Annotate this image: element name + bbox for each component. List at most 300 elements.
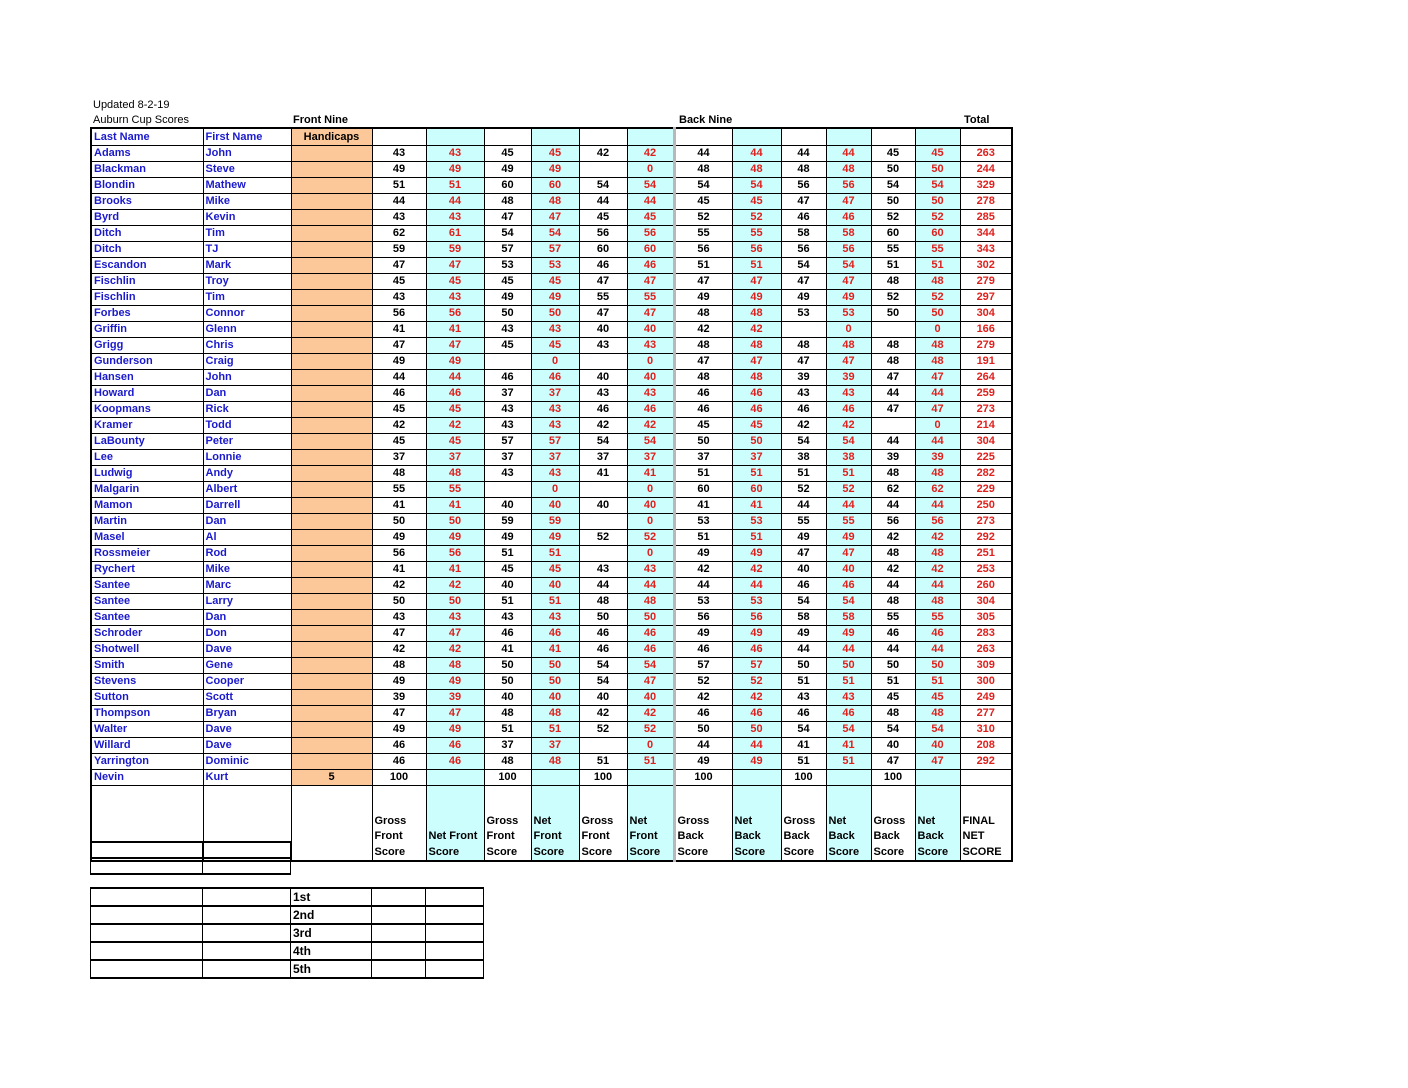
net-score-cell: 46 <box>627 642 674 658</box>
net-score-cell: 42 <box>627 706 674 722</box>
net-score-cell: 43 <box>627 338 674 354</box>
net-score-cell: 49 <box>426 530 484 546</box>
gross-score-cell: 50 <box>871 162 915 178</box>
first-name-cell: Steve <box>203 162 291 178</box>
net-score-cell: 58 <box>826 226 871 242</box>
gross-score-cell: 48 <box>674 338 732 354</box>
gross-score-cell: 45 <box>674 194 732 210</box>
placings-table <box>90 887 484 979</box>
table-row <box>91 626 1012 642</box>
net-score-cell: 60 <box>915 226 960 242</box>
handicap-cell <box>291 322 372 338</box>
table-row <box>91 562 1012 578</box>
table-row <box>91 498 1012 514</box>
place-row <box>91 888 484 906</box>
net-score-cell: 50 <box>627 610 674 626</box>
gross-score-cell: 46 <box>781 578 826 594</box>
gross-score-cell <box>484 482 531 498</box>
net-score-cell: 48 <box>732 162 781 178</box>
gross-score-cell: 49 <box>484 530 531 546</box>
net-score-cell: 43 <box>826 386 871 402</box>
last-name-cell: Yarrington <box>91 754 203 770</box>
gross-score-cell: 51 <box>674 466 732 482</box>
gross-score-cell: 46 <box>372 738 426 754</box>
sheet-title: Auburn Cup Scores <box>93 114 189 126</box>
gross-score-cell: 48 <box>781 338 826 354</box>
net-score-cell: 49 <box>426 354 484 370</box>
gross-score-cell: 42 <box>871 562 915 578</box>
net-score-cell: 41 <box>732 498 781 514</box>
net-score-cell: 40 <box>826 562 871 578</box>
scores-table <box>90 127 1013 862</box>
net-score-cell: 57 <box>531 434 579 450</box>
first-name-cell: Dave <box>203 722 291 738</box>
last-name-cell: Rossmeier <box>91 546 203 562</box>
handicap-cell <box>291 226 372 242</box>
net-score-cell: 53 <box>732 594 781 610</box>
last-name-cell: Willard <box>91 738 203 754</box>
gross-score-cell: 46 <box>579 626 627 642</box>
gross-score-cell: 62 <box>372 226 426 242</box>
gross-score-cell: 45 <box>579 210 627 226</box>
gross-score-cell: 51 <box>579 754 627 770</box>
net-score-cell: 42 <box>627 146 674 162</box>
net-score-cell: 48 <box>915 546 960 562</box>
net-score-cell: 44 <box>915 642 960 658</box>
table-row <box>91 706 1012 722</box>
net-score-cell: 43 <box>627 386 674 402</box>
net-score-cell: 41 <box>426 562 484 578</box>
last-name-cell: Sutton <box>91 690 203 706</box>
gross-score-cell: 46 <box>781 210 826 226</box>
last-name-cell: LaBounty <box>91 434 203 450</box>
place-label: 2nd <box>291 906 372 924</box>
gross-score-cell: 52 <box>674 210 732 226</box>
last-name-cell: Gunderson <box>91 354 203 370</box>
net-score-cell: 50 <box>531 306 579 322</box>
first-name-cell: Rod <box>203 546 291 562</box>
gross-score-cell: 46 <box>871 626 915 642</box>
gross-score-cell: 49 <box>372 722 426 738</box>
table-row <box>91 738 1012 754</box>
net-score-cell: 49 <box>826 626 871 642</box>
gross-score-cell: 50 <box>372 514 426 530</box>
table-row <box>91 386 1012 402</box>
blank-cell <box>91 858 203 874</box>
gross-score-cell: 43 <box>484 402 531 418</box>
net-score-cell: 37 <box>732 450 781 466</box>
final-net-score-cell: 304 <box>960 306 1012 322</box>
gross-score-cell: 45 <box>484 146 531 162</box>
gross-score-cell: 43 <box>484 610 531 626</box>
net-score-cell: 51 <box>426 178 484 194</box>
net-score-cell: 55 <box>915 242 960 258</box>
table-row <box>91 306 1012 322</box>
net-score-cell: 43 <box>426 290 484 306</box>
blank-cell <box>91 888 203 906</box>
last-name-cell: Ditch <box>91 242 203 258</box>
handicap-cell <box>291 578 372 594</box>
net-score-cell: 47 <box>915 754 960 770</box>
gross-score-cell: 43 <box>372 290 426 306</box>
net-score-cell: 47 <box>426 338 484 354</box>
net-score-cell: 42 <box>732 562 781 578</box>
gross-score-cell: 58 <box>781 610 826 626</box>
blank-cell <box>203 888 291 906</box>
first-name-cell: Rick <box>203 402 291 418</box>
blank-row <box>91 842 291 858</box>
handicap-cell <box>291 482 372 498</box>
final-net-score-cell: 309 <box>960 658 1012 674</box>
table-row <box>91 274 1012 290</box>
footer-label: Gross Front Score <box>372 786 426 862</box>
first-name-cell: Lonnie <box>203 450 291 466</box>
table-row <box>91 194 1012 210</box>
gross-score-cell: 50 <box>871 306 915 322</box>
gross-score-cell: 52 <box>674 674 732 690</box>
gross-score-cell: 49 <box>674 754 732 770</box>
net-score-cell: 54 <box>826 722 871 738</box>
gross-score-cell: 52 <box>871 210 915 226</box>
last-name-cell: Masel <box>91 530 203 546</box>
gross-score-cell: 45 <box>484 338 531 354</box>
gross-score-cell: 41 <box>484 642 531 658</box>
gross-score-cell: 41 <box>372 498 426 514</box>
net-score-cell: 43 <box>531 466 579 482</box>
footer-label: Gross Back Score <box>871 786 915 862</box>
net-score-cell: 47 <box>826 274 871 290</box>
net-score-cell: 47 <box>426 258 484 274</box>
net-score-cell: 50 <box>915 194 960 210</box>
gross-score-cell: 55 <box>674 226 732 242</box>
net-score-cell: 60 <box>732 482 781 498</box>
first-name-cell: Dan <box>203 514 291 530</box>
table-row <box>91 226 1012 242</box>
gross-score-cell: 43 <box>579 386 627 402</box>
gross-score-cell: 46 <box>579 402 627 418</box>
gross-score-cell: 60 <box>674 482 732 498</box>
blank-cell <box>203 842 291 858</box>
gross-score-cell: 45 <box>871 146 915 162</box>
last-name-cell: Blackman <box>91 162 203 178</box>
gross-score-cell: 42 <box>674 322 732 338</box>
gross-score-cell: 44 <box>871 386 915 402</box>
net-score-cell: 43 <box>531 610 579 626</box>
gross-score-cell: 39 <box>871 450 915 466</box>
last-name-cell: Fischlin <box>91 290 203 306</box>
gross-score-cell: 48 <box>372 658 426 674</box>
table-row <box>91 578 1012 594</box>
net-score-cell: 44 <box>426 194 484 210</box>
gross-score-cell: 46 <box>781 706 826 722</box>
net-score-cell: 45 <box>531 274 579 290</box>
place-label: 4th <box>291 942 372 960</box>
gross-score-cell: 42 <box>579 418 627 434</box>
gross-score-cell: 49 <box>484 162 531 178</box>
net-score-cell: 48 <box>627 594 674 610</box>
gross-score-cell: 47 <box>871 402 915 418</box>
gross-score-cell: 49 <box>674 546 732 562</box>
final-net-score-cell: 310 <box>960 722 1012 738</box>
table-row <box>91 690 1012 706</box>
blank-cell <box>203 924 291 942</box>
final-net-score-cell: 263 <box>960 642 1012 658</box>
gross-score-cell: 47 <box>781 354 826 370</box>
gross-score-cell: 54 <box>484 226 531 242</box>
gross-score-cell: 51 <box>484 546 531 562</box>
net-score-cell: 56 <box>627 226 674 242</box>
gross-score-cell: 37 <box>579 450 627 466</box>
final-net-score-cell: 279 <box>960 338 1012 354</box>
net-score-cell: 54 <box>627 434 674 450</box>
net-score-cell: 47 <box>732 274 781 290</box>
last-name-cell: Schroder <box>91 626 203 642</box>
last-name-cell: Smith <box>91 658 203 674</box>
net-score-cell: 52 <box>732 674 781 690</box>
gross-score-cell: 39 <box>781 370 826 386</box>
gross-score-cell: 42 <box>579 146 627 162</box>
first-name-cell: Gene <box>203 658 291 674</box>
gross-score-cell: 48 <box>579 594 627 610</box>
first-name-header: First Name <box>203 128 291 146</box>
gross-score-cell: 41 <box>372 562 426 578</box>
handicap-cell <box>291 338 372 354</box>
net-score-cell: 50 <box>426 514 484 530</box>
net-score-cell: 0 <box>627 162 674 178</box>
final-net-score-cell: 214 <box>960 418 1012 434</box>
gross-score-cell <box>579 162 627 178</box>
handicap-cell <box>291 194 372 210</box>
handicap-cell: 5 <box>291 770 372 786</box>
net-score-cell: 54 <box>826 594 871 610</box>
first-name-cell: Darrell <box>203 498 291 514</box>
gross-score-cell: 46 <box>484 626 531 642</box>
blank-footer-cell <box>291 786 372 862</box>
net-score-cell: 48 <box>732 306 781 322</box>
footer-label: Net Back Score <box>915 786 960 862</box>
handicap-cell <box>291 754 372 770</box>
net-score-cell: 49 <box>426 722 484 738</box>
gross-score-cell: 56 <box>579 226 627 242</box>
net-score-cell: 50 <box>915 162 960 178</box>
net-score-cell: 56 <box>426 546 484 562</box>
net-score-cell: 48 <box>426 658 484 674</box>
gross-score-cell <box>579 354 627 370</box>
gross-score-cell: 48 <box>871 274 915 290</box>
gross-score-cell: 56 <box>372 306 426 322</box>
gross-score-cell: 49 <box>674 290 732 306</box>
footer-label: Net Front Score <box>531 786 579 862</box>
footer-label: Gross Back Score <box>781 786 826 862</box>
gross-score-cell: 40 <box>484 690 531 706</box>
first-name-cell: Bryan <box>203 706 291 722</box>
place-label: 1st <box>291 888 372 906</box>
net-score-cell: 42 <box>627 418 674 434</box>
gross-score-cell: 54 <box>579 178 627 194</box>
handicap-cell <box>291 690 372 706</box>
net-score-cell: 0 <box>627 482 674 498</box>
gross-score-cell <box>579 482 627 498</box>
last-name-cell: Koopmans <box>91 402 203 418</box>
final-net-score-cell: 292 <box>960 754 1012 770</box>
net-score-cell <box>627 770 674 786</box>
gross-score-cell: 54 <box>781 434 826 450</box>
final-net-score-cell: 263 <box>960 146 1012 162</box>
net-score-cell: 42 <box>915 530 960 546</box>
net-score-cell <box>531 770 579 786</box>
blank-cell <box>426 906 484 924</box>
net-score-cell: 39 <box>426 690 484 706</box>
gross-score-cell: 37 <box>372 450 426 466</box>
gross-score-cell: 43 <box>372 610 426 626</box>
gross-score-cell: 55 <box>871 242 915 258</box>
gross-score-cell: 40 <box>579 690 627 706</box>
gross-score-cell: 48 <box>484 194 531 210</box>
net-score-cell: 37 <box>531 738 579 754</box>
net-score-cell: 51 <box>531 546 579 562</box>
final-net-score-cell: 273 <box>960 514 1012 530</box>
gross-score-cell: 56 <box>781 242 826 258</box>
net-score-cell: 55 <box>426 482 484 498</box>
gross-score-cell: 46 <box>781 402 826 418</box>
last-name-cell: Santee <box>91 610 203 626</box>
gross-score-cell: 48 <box>871 354 915 370</box>
net-score-cell: 43 <box>531 402 579 418</box>
gross-score-cell: 42 <box>674 562 732 578</box>
table-row <box>91 146 1012 162</box>
gross-score-cell: 56 <box>674 610 732 626</box>
table-row <box>91 610 1012 626</box>
final-net-score-cell: 253 <box>960 562 1012 578</box>
gross-score-cell: 42 <box>372 578 426 594</box>
gross-score-cell: 48 <box>484 706 531 722</box>
updated-date: Updated 8-2-19 <box>93 99 170 111</box>
gross-score-cell: 57 <box>484 242 531 258</box>
net-score-cell: 46 <box>627 402 674 418</box>
blank-cell <box>426 888 484 906</box>
net-score-cell: 50 <box>732 722 781 738</box>
final-net-score-cell <box>960 770 1012 786</box>
net-score-cell: 47 <box>826 194 871 210</box>
gross-score-cell: 48 <box>484 754 531 770</box>
first-name-cell: Tim <box>203 290 291 306</box>
gross-score-cell: 53 <box>674 514 732 530</box>
net-score-cell: 45 <box>426 274 484 290</box>
table-row <box>91 466 1012 482</box>
net-score-cell: 47 <box>826 546 871 562</box>
gross-score-cell: 51 <box>781 466 826 482</box>
gross-score-cell: 43 <box>579 562 627 578</box>
gross-score-cell: 46 <box>674 402 732 418</box>
handicap-cell <box>291 642 372 658</box>
empty-header-cell <box>627 128 674 146</box>
gross-score-cell: 47 <box>781 194 826 210</box>
back-nine-heading: Back Nine <box>679 114 733 126</box>
table-row <box>91 434 1012 450</box>
net-score-cell: 0 <box>627 514 674 530</box>
net-score-cell: 62 <box>915 482 960 498</box>
gross-score-cell: 48 <box>781 162 826 178</box>
net-score-cell: 47 <box>426 626 484 642</box>
gross-score-cell: 37 <box>484 386 531 402</box>
handicap-cell <box>291 546 372 562</box>
net-score-cell: 48 <box>531 194 579 210</box>
footer-label: Gross Front Score <box>579 786 627 862</box>
net-score-cell: 58 <box>826 610 871 626</box>
net-score-cell: 53 <box>826 306 871 322</box>
table-row <box>91 546 1012 562</box>
net-score-cell: 41 <box>426 498 484 514</box>
gross-score-cell: 43 <box>781 690 826 706</box>
handicap-cell <box>291 738 372 754</box>
net-score-cell: 0 <box>826 322 871 338</box>
net-score-cell: 48 <box>531 706 579 722</box>
gross-score-cell: 44 <box>579 578 627 594</box>
net-score-cell: 46 <box>627 258 674 274</box>
final-net-score-cell: 259 <box>960 386 1012 402</box>
place-label: 3rd <box>291 924 372 942</box>
net-score-cell: 48 <box>915 274 960 290</box>
net-score-cell: 41 <box>826 738 871 754</box>
net-score-cell: 61 <box>426 226 484 242</box>
net-score-cell: 48 <box>732 370 781 386</box>
first-name-cell: Mathew <box>203 178 291 194</box>
first-name-cell: Scott <box>203 690 291 706</box>
gross-score-cell: 54 <box>781 594 826 610</box>
handicap-cell <box>291 498 372 514</box>
blank-row <box>91 858 291 874</box>
blank-cell <box>426 924 484 942</box>
net-score-cell: 47 <box>915 370 960 386</box>
net-score-cell: 54 <box>915 178 960 194</box>
net-score-cell: 46 <box>732 386 781 402</box>
net-score-cell: 44 <box>826 498 871 514</box>
net-score-cell: 51 <box>732 530 781 546</box>
net-score-cell: 46 <box>627 626 674 642</box>
first-name-cell: Andy <box>203 466 291 482</box>
net-score-cell: 49 <box>826 530 871 546</box>
gross-score-cell: 45 <box>871 690 915 706</box>
gross-score-cell: 54 <box>579 658 627 674</box>
first-name-cell: Al <box>203 530 291 546</box>
net-score-cell: 51 <box>531 722 579 738</box>
last-name-cell: Malgarin <box>91 482 203 498</box>
gross-score-cell: 100 <box>781 770 826 786</box>
gross-score-cell: 56 <box>674 242 732 258</box>
blank-cell <box>91 924 203 942</box>
place-row <box>91 906 484 924</box>
total-heading: Total <box>964 114 990 126</box>
table-row <box>91 242 1012 258</box>
handicap-cell <box>291 450 372 466</box>
handicap-cell <box>291 658 372 674</box>
gross-score-cell: 40 <box>871 738 915 754</box>
final-net-score-cell: 282 <box>960 466 1012 482</box>
net-score-cell: 49 <box>531 530 579 546</box>
net-score-cell: 49 <box>531 290 579 306</box>
gross-score-cell: 47 <box>674 354 732 370</box>
first-name-cell: Peter <box>203 434 291 450</box>
gross-score-cell: 42 <box>372 642 426 658</box>
first-name-cell: Dan <box>203 610 291 626</box>
last-name-cell: Shotwell <box>91 642 203 658</box>
gross-score-cell: 50 <box>484 658 531 674</box>
last-name-cell: Rychert <box>91 562 203 578</box>
net-score-cell: 53 <box>531 258 579 274</box>
net-score-cell: 49 <box>732 754 781 770</box>
final-net-score-cell: 166 <box>960 322 1012 338</box>
last-name-cell: Grigg <box>91 338 203 354</box>
